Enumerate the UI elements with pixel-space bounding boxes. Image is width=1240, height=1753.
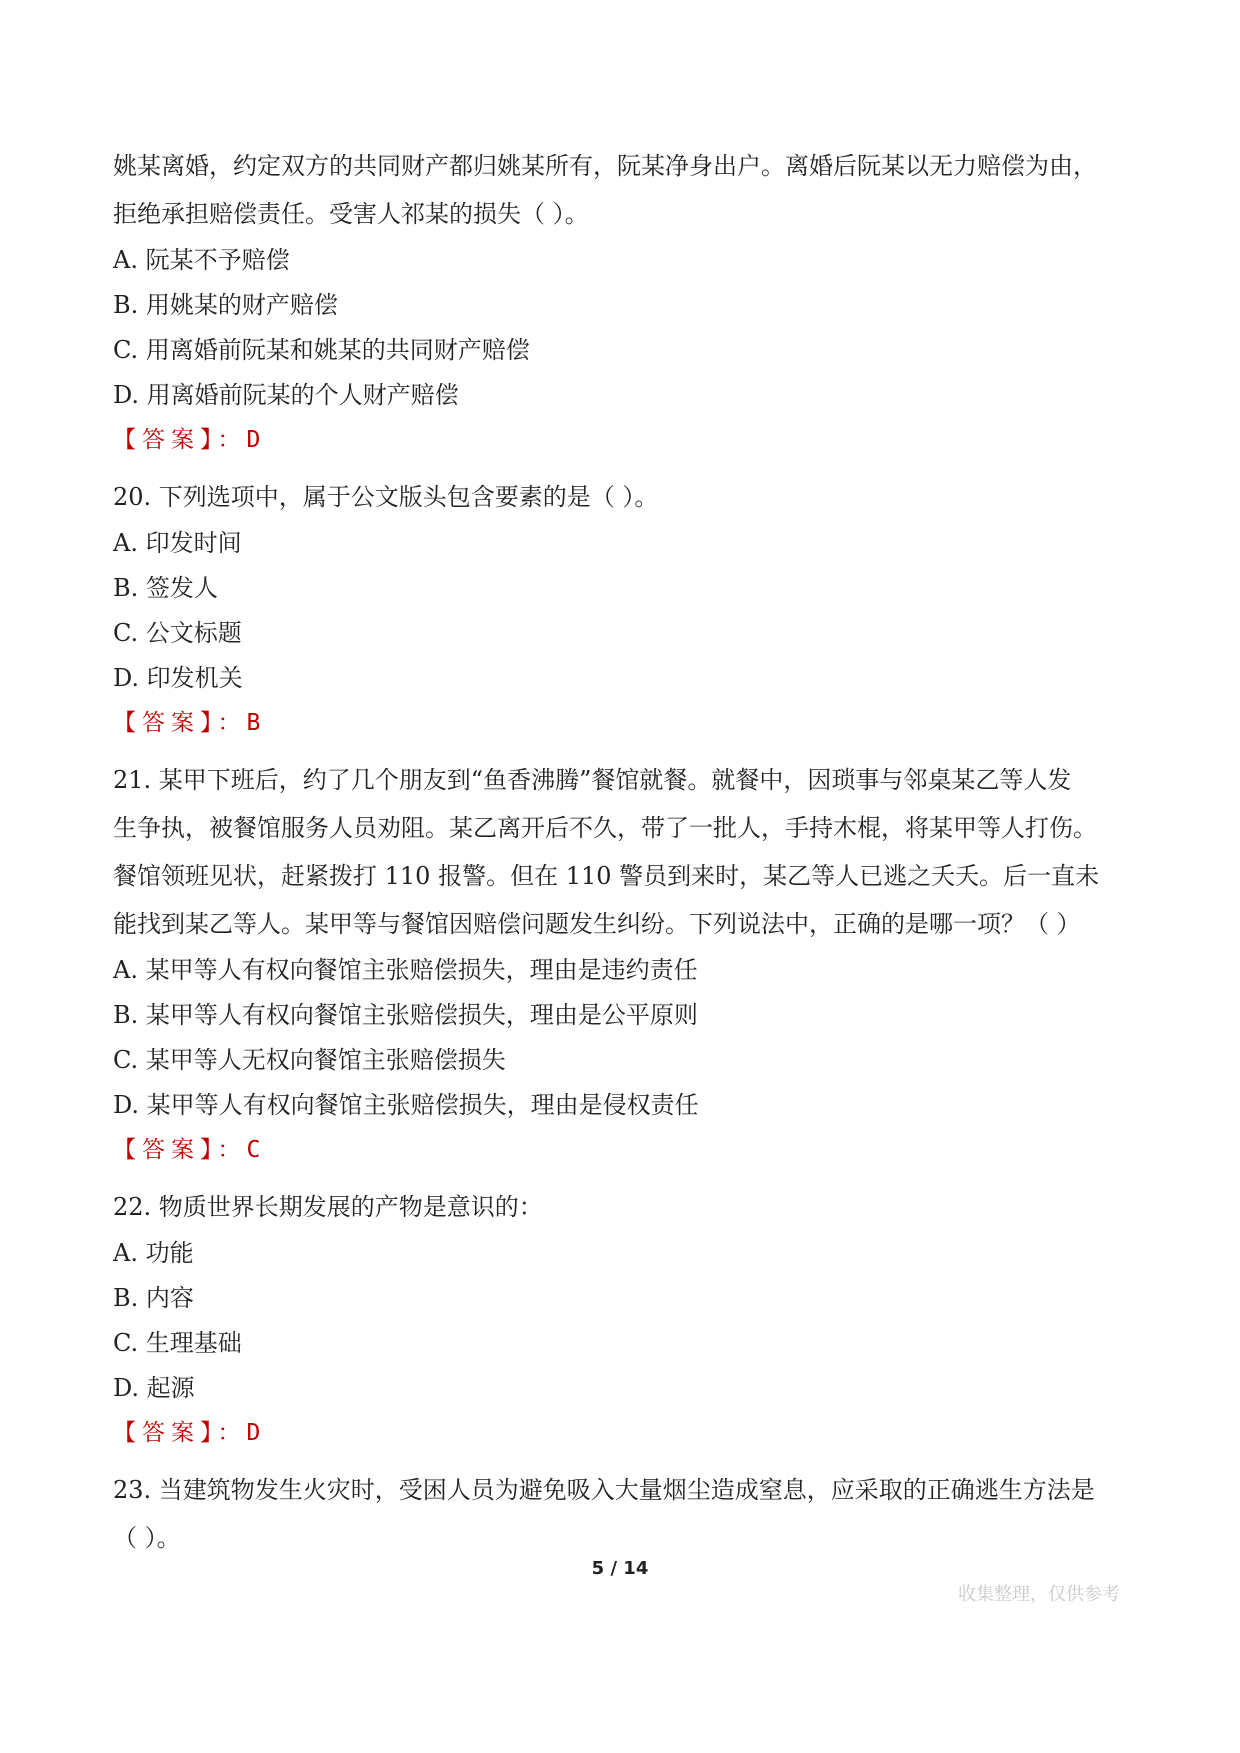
option-a: A. 某甲等人有权向餐馆主张赔偿损失，理由是违约责任 <box>113 956 698 984</box>
question-20 <box>113 473 1143 746</box>
question-text-line: 21. 某甲下班后，约了几个朋友到“鱼香沸腾”餐馆就餐。就餐中，因琐事与邻桌某乙等人发 <box>113 766 1072 794</box>
answer-line <box>113 1128 1143 1173</box>
question-19 <box>113 142 1143 463</box>
option-b: B. 用姚某的财产赔偿 <box>113 291 338 319</box>
question-text-line: 餐馆领班见状，赶紧拨打 110 报警。但在 110 警员到来时，某乙等人已逃之夭夭。后一直未 <box>113 862 1100 890</box>
watermark-text: 收集整理，仅供参考 <box>958 1584 1120 1605</box>
question-23 <box>113 1466 1143 1562</box>
option-a: A. 功能 <box>113 1239 194 1267</box>
answer-label: 【答案】： <box>113 1420 247 1446</box>
question-text-line: 22. 物质世界长期发展的产物是意识的： <box>113 1193 543 1221</box>
question-text-line: （ ）。 <box>113 1524 181 1552</box>
answer-value: D <box>246 1420 261 1446</box>
answer-line <box>113 418 1143 463</box>
option-d: D. 印发机关 <box>113 664 243 692</box>
page-number: 5 / 14 <box>591 1558 649 1579</box>
option-b: B. 内容 <box>113 1284 194 1312</box>
question-text-line: 能找到某乙等人。某甲等与餐馆因赔偿问题发生纠纷。下列说法中，正确的是哪一项？（ ） <box>113 910 1081 938</box>
question-text-line: 生争执，被餐馆服务人员劝阻。某乙离开后不久，带了一批人，手持木棍，将某甲等人打伤。 <box>113 814 1097 842</box>
answer-label: 【答案】： <box>113 1137 247 1163</box>
answer-value: C <box>246 1137 261 1163</box>
option-c: C. 生理基础 <box>113 1329 242 1357</box>
answer-label: 【答案】： <box>113 427 247 453</box>
answer-line <box>113 1411 1143 1456</box>
option-a: A. 阮某不予赔偿 <box>113 246 290 274</box>
option-c: C. 用离婚前阮某和姚某的共同财产赔偿 <box>113 336 530 364</box>
answer-label: 【答案】： <box>113 710 247 736</box>
answer-line <box>113 701 1143 746</box>
option-b: B. 某甲等人有权向餐馆主张赔偿损失，理由是公平原则 <box>113 1001 698 1029</box>
option-b: B. 签发人 <box>113 574 218 602</box>
page-content <box>113 142 1143 1562</box>
question-text-line: 23. 当建筑物发生火灾时，受困人员为避免吸入大量烟尘造成窒息，应采取的正确逃生方法是 <box>113 1476 1095 1504</box>
option-d: D. 用离婚前阮某的个人财产赔偿 <box>113 381 459 409</box>
question-22 <box>113 1183 1143 1456</box>
answer-value: D <box>246 427 261 453</box>
option-d: D. 某甲等人有权向餐馆主张赔偿损失，理由是侵权责任 <box>113 1091 699 1119</box>
answer-value: B <box>246 710 261 736</box>
option-c: C. 某甲等人无权向餐馆主张赔偿损失 <box>113 1046 506 1074</box>
option-a: A. 印发时间 <box>113 529 242 557</box>
option-d: D. 起源 <box>113 1374 195 1402</box>
question-text-line: 姚某离婚，约定双方的共同财产都归姚某所有，阮某净身出户。离婚后阮某以无力赔偿为由， <box>113 152 1097 180</box>
question-21 <box>113 756 1143 1173</box>
option-c: C. 公文标题 <box>113 619 242 647</box>
question-text-line: 20. 下列选项中，属于公文版头包含要素的是（ ）。 <box>113 483 659 511</box>
question-text-line: 拒绝承担赔偿责任。受害人祁某的损失（ ）。 <box>113 200 589 228</box>
